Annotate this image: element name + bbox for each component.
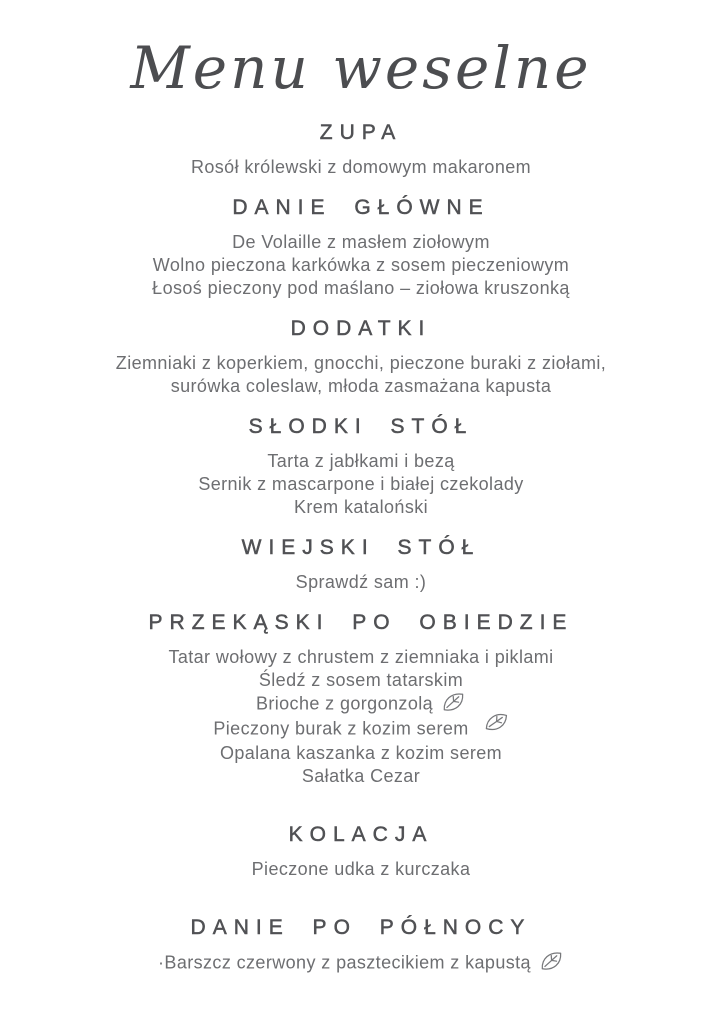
section-items [0, 571, 722, 594]
menu-item [0, 692, 722, 717]
menu-section-dodatki [0, 316, 722, 398]
menu-section-wiejski-st [0, 535, 722, 594]
menu-section-s-odki-st [0, 414, 722, 519]
section-items [0, 646, 722, 788]
section-heading: SŁODKI STÓŁ [248, 415, 474, 438]
menu-item-text: Tarta z jabłkami i bezą [267, 451, 455, 471]
menu-item-text: Łosoś pieczony pod maślano – ziołowa kruszonką [152, 278, 570, 298]
menu-item-text: Pieczone udka z kurczaka [251, 859, 471, 879]
menu-item [0, 571, 722, 594]
menu-item-text: Wolno pieczona karkówka z sosem pieczeniowym [152, 255, 570, 275]
section-heading: KOLACJA [288, 823, 434, 846]
menu-item [0, 277, 722, 300]
menu-item [0, 765, 722, 788]
menu-item-text: Ziemniaki z koperkiem, gnocchi, pieczone buraki z ziołami, [115, 353, 607, 373]
menu-item [0, 156, 722, 179]
menu-item [0, 646, 722, 669]
section-items [0, 231, 722, 300]
menu-item-text: Tatar wołowy z chrustem z ziemniaka i piklami [168, 647, 554, 667]
section-heading: DODATKI [290, 317, 432, 340]
leaf-icon [482, 707, 511, 736]
menu-item [0, 450, 722, 473]
menu-section-przek-ski-po-obiedzie [0, 610, 722, 788]
section-items [0, 156, 722, 179]
menu-item-text: Sałatka Cezar [301, 766, 421, 786]
menu-item [0, 231, 722, 254]
menu-item-text: ·Barszcz czerwony z pasztecikiem z kapustą [158, 952, 531, 973]
menu-item-text: Opalana kaszanka z kozim serem [219, 743, 503, 763]
section-heading: WIEJSKI STÓŁ [241, 536, 481, 559]
section-heading: DANIE GŁÓWNE [232, 196, 490, 219]
menu-item [0, 254, 722, 277]
section-heading: DANIE PO PÓŁNOCY [190, 916, 532, 939]
menu-item [0, 742, 722, 765]
section-items [0, 450, 722, 519]
section-items [0, 951, 722, 976]
menu-item [0, 717, 722, 742]
menu-item [0, 473, 722, 496]
section-heading: PRZEKĄSKI PO OBIEDZIE [148, 611, 574, 634]
section-items [0, 858, 722, 881]
menu-item [0, 858, 722, 881]
menu-item-text: Pieczony burak z kozim serem [213, 718, 469, 739]
section-items [0, 352, 722, 398]
menu-item [0, 496, 722, 519]
menu-item-text: Brioche z gorgonzolą [255, 693, 434, 714]
menu-item-text: Rosół królewski z domowym makaronem [190, 157, 532, 177]
menu-item-text: surówka coleslaw, młoda zasmażana kapusta [170, 376, 552, 396]
leaf-icon [440, 688, 466, 714]
menu-section-zupa [0, 120, 722, 179]
menu-section-kolacja [0, 822, 722, 881]
leaf-icon [538, 947, 564, 973]
menu-section-danie-po-p-nocy [0, 915, 722, 976]
page-title: Menu weselne [130, 34, 592, 102]
menu-item-text: Sprawdź sam :) [295, 572, 427, 592]
menu-item [0, 375, 722, 398]
menu-item [0, 352, 722, 375]
menu-section-danie-g-wne [0, 195, 722, 300]
menu-item [0, 669, 722, 692]
menu-item-text: Śledź z sosem tatarskim [258, 670, 464, 690]
menu-item-text: Krem kataloński [293, 497, 429, 517]
menu-sections [0, 120, 722, 976]
menu-item [0, 951, 722, 976]
menu-item-text: De Volaille z masłem ziołowym [232, 232, 490, 252]
menu-item-text: Sernik z mascarpone i białej czekolady [198, 474, 524, 494]
section-heading: ZUPA [319, 121, 403, 144]
